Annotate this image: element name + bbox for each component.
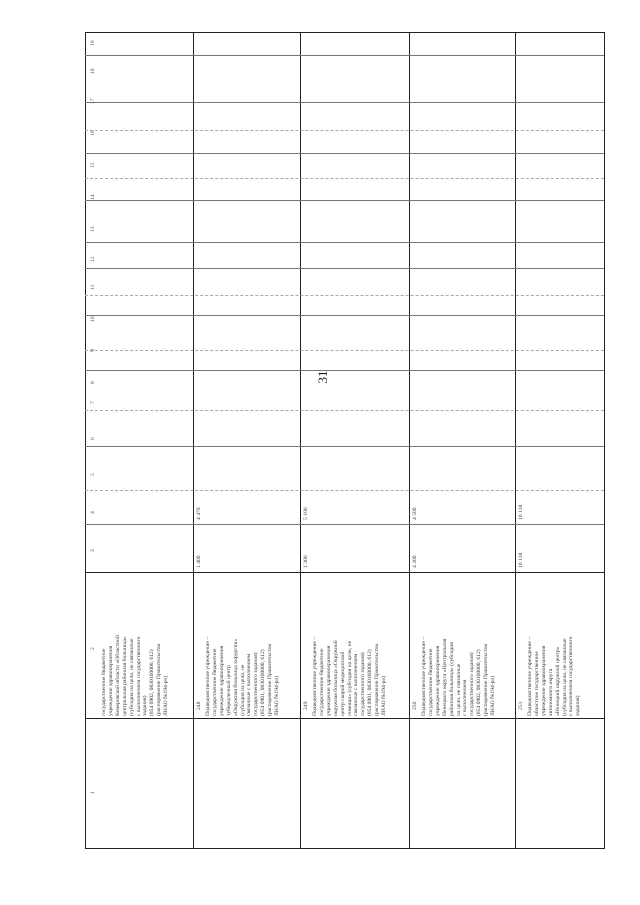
column-header: 6 [90,437,96,440]
col-divider [85,315,604,316]
column-header: 15 [90,162,96,168]
col-divider [85,178,604,179]
page-number-text: 31 [315,370,330,384]
col-divider [85,200,604,201]
column-header: 11 [90,284,96,290]
row-number: 250 [412,701,418,710]
column-header: 16 [90,130,96,136]
column-header: 14 [90,194,96,200]
column-header: 2 [90,647,96,650]
row-divider [300,32,301,849]
col-divider [85,370,604,371]
col-divider [85,524,604,525]
column-header: 10 [90,316,96,322]
column-header: 5 [90,473,96,476]
row-divider [515,32,516,849]
row-amount: 1 400 [196,555,202,568]
col-divider [85,410,604,411]
row-divider [193,32,194,849]
column-header: 1 [90,791,96,794]
row-name: Подведомственное учреждение – государственное бюджетное учреждение здравоохранения туберкулезный центр «Окружная больница хирургии» (субсидия на цели, не связанные с выполнением государственного задания) (854 0901, 0830160000, 612) (распоряжение Правительства ЛНАО №194-рп) [205,636,281,716]
col-divider [85,446,604,447]
row-amount: 1 300 [303,555,309,568]
row-number: 249 [303,701,309,710]
row-name: государственное бюджетное учреждение здравоохранения Кемеровской области «Областной центральная районная больница» (субсидия на цели, не связанные с выполнением государственного задания) (854 0902, 0830160000, 612) (распоряжение Правительства ЛНАО №194-рп) [101,635,170,716]
col-divider [85,490,604,491]
row-amount: 5 100 [303,507,309,520]
col-divider-name [85,718,604,719]
row-number: 248 [196,701,202,710]
column-header: 19 [90,40,96,46]
row-amount: 10 138 [518,504,524,520]
row-name: Подведомственное учреждение – государственное бюджетное учреждение здравоохранения Ненецкого округа «Центральная районная больница» (субсидия на цели, не связанные с выполнением государственного задания) (854 0902, 0830160000, 612) (распоряжение Правительства ЛНАО №194-рп) [421,636,497,716]
col-divider [85,572,604,573]
col-divider [85,153,604,154]
table-edge-top [85,32,604,33]
row-divider [409,32,410,849]
table-edge-right [604,32,605,849]
col-divider [85,102,604,103]
table-edge-bottom [85,848,604,849]
column-header: 8 [90,381,96,384]
column-header: 12 [90,256,96,262]
column-header: 13 [90,226,96,232]
col-divider [85,130,604,131]
row-name: Подведомственное учреждение – государственное бюджетное учреждение здравоохранения окружная больница «Окружной центр скорой медицинской помощи» (субсидия на цели, не связанные с выполнением государственного задания) (854 0901, 0830160000, 612) (распоряжение Правительства ЛНАО №194-рп) [312,636,388,716]
row-name: Подведомственное учреждение – областное государственное учреждение здравоохранения автономного округа «Ненецкий окружной центр» (субсидия на цели, не связанные с выполнением государственного задания) [527,636,582,716]
column-header: 7 [90,401,96,404]
column-header: 3 [90,549,96,552]
row-amount: 4 470 [196,507,202,520]
col-divider [85,55,604,56]
row-number: 251 [518,701,524,710]
col-divider [85,268,604,269]
col-divider [85,242,604,243]
row-amount: 10 138 [518,552,524,568]
col-divider [85,295,604,296]
column-header: 4 [90,511,96,514]
row-amount: 4 300 [412,555,418,568]
column-header: 9 [90,349,96,352]
col-divider [85,350,604,351]
row-amount: 4 500 [412,507,418,520]
table-edge-left [85,32,86,849]
column-header: 18 [90,68,96,74]
column-header: 17 [90,98,96,104]
